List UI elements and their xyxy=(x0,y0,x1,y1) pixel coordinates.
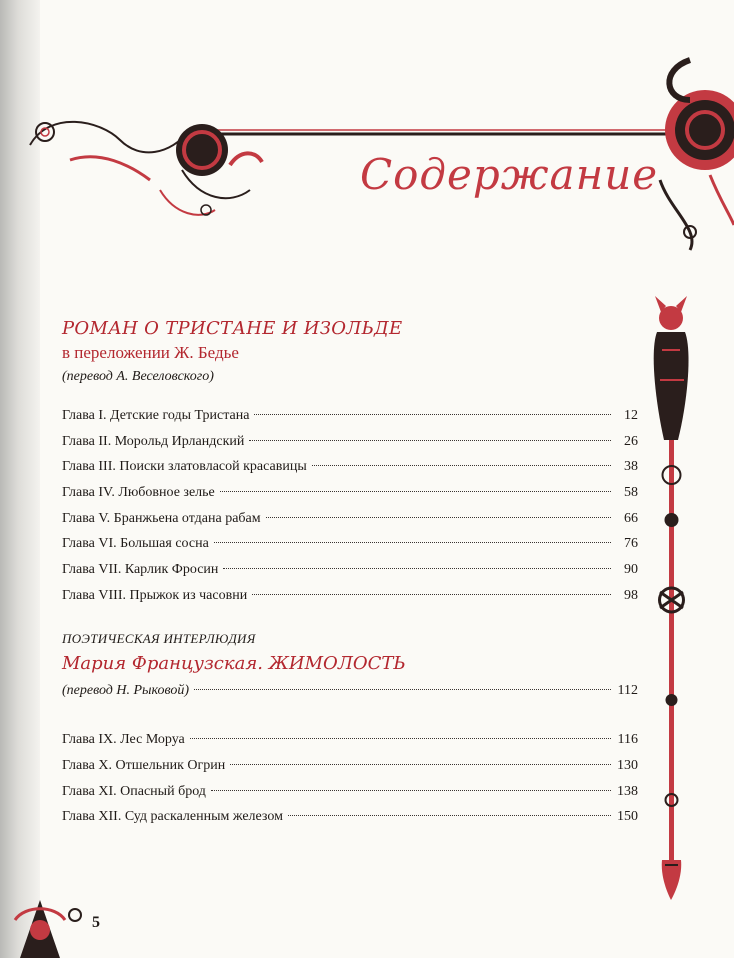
page-number: 5 xyxy=(92,914,100,931)
toc-entry[interactable] xyxy=(62,804,638,830)
toc-entry-label: Глава XI. Опасный брод xyxy=(62,783,206,799)
toc-entry-page: 138 xyxy=(617,783,638,799)
toc-entry-label: Глава VI. Большая сосна xyxy=(62,536,209,552)
toc-entry-page: 58 xyxy=(624,485,638,501)
dot-leader xyxy=(230,764,611,765)
toc-entry-page: 12 xyxy=(624,408,638,423)
toc-entry-label: Глава XII. Суд раскаленным железом xyxy=(62,809,283,825)
toc-entry[interactable] xyxy=(62,480,638,506)
toc-entry-label: Глава III. Поиски златовласой красавицы xyxy=(62,459,307,475)
toc-entry-label: Глава IX. Лес Моруа xyxy=(62,732,185,748)
dot-leader xyxy=(211,790,611,791)
dot-leader xyxy=(312,465,611,466)
dot-leader xyxy=(266,517,611,518)
dot-leader xyxy=(288,815,611,816)
corner-flourish-ornament-icon xyxy=(15,900,81,958)
toc-entry-page: 90 xyxy=(624,562,638,578)
toc-entry[interactable] xyxy=(62,403,638,429)
toc-entry-page: 26 xyxy=(624,433,638,449)
toc-entry[interactable] xyxy=(62,779,638,805)
toc-entry[interactable] xyxy=(62,583,638,609)
section1-translator: (перевод А. Веселовского) xyxy=(62,369,214,384)
toc-entry-page: 150 xyxy=(617,809,638,825)
dot-leader xyxy=(223,568,611,569)
toc-entry-page: 116 xyxy=(617,732,638,748)
page-title: Содержание xyxy=(360,150,659,199)
toc-entry-label: Глава V. Бранжьена отдана рабам xyxy=(62,510,261,526)
toc-entry[interactable] xyxy=(62,506,638,532)
dot-leader xyxy=(190,738,611,739)
interlude-translator: (перевод Н. Рыковой) xyxy=(62,682,190,698)
interlude-heading: ПОЭТИЧЕСКАЯ ИНТЕРЛЮДИЯ xyxy=(62,630,256,646)
section2-chapter-list xyxy=(62,727,638,830)
toc-entry-page: 98 xyxy=(624,587,638,603)
section1-chapter-list xyxy=(62,403,638,609)
toc-entry-page: 130 xyxy=(617,757,638,773)
interlude-entry[interactable] xyxy=(62,678,638,704)
toc-entry-label: Глава I. Детские годы Тристана xyxy=(62,408,250,423)
toc-entry[interactable] xyxy=(62,557,638,583)
dot-leader xyxy=(214,542,611,543)
toc-entry-page: 76 xyxy=(624,536,638,552)
section1-title: РОМАН О ТРИСТАНЕ И ИЗОЛЬДЕ xyxy=(62,318,403,339)
toc-entry-page: 66 xyxy=(624,510,638,526)
interlude-page: 112 xyxy=(617,682,638,698)
toc-entry[interactable] xyxy=(62,753,638,779)
toc-entry[interactable] xyxy=(62,454,638,480)
figure-column-ornament-icon xyxy=(654,296,689,900)
toc-entry-label: Глава VII. Карлик Фросин xyxy=(62,562,219,578)
toc-entry-label: Глава X. Отшельник Огрин xyxy=(62,757,226,773)
dot-leader xyxy=(254,414,611,415)
dot-leader xyxy=(252,594,611,595)
dot-leader xyxy=(249,440,611,441)
dot-leader xyxy=(220,491,611,492)
section1-subtitle: в переложении Ж. Бедье xyxy=(62,343,239,362)
dot-leader xyxy=(194,689,611,690)
toc-entry[interactable] xyxy=(62,531,638,557)
toc-entry-page: 38 xyxy=(624,459,638,475)
toc-entry[interactable] xyxy=(62,429,638,455)
toc-entry-label: Глава II. Морольд Ирландский xyxy=(62,433,245,449)
toc-entry-label: Глава IV. Любовное зелье xyxy=(62,485,215,501)
table-of-contents xyxy=(62,318,638,830)
toc-entry[interactable] xyxy=(62,727,638,753)
interlude-title: Мария Французская. ЖИМОЛОСТЬ xyxy=(62,652,406,674)
toc-entry-label: Глава VIII. Прыжок из часовни xyxy=(62,587,248,603)
